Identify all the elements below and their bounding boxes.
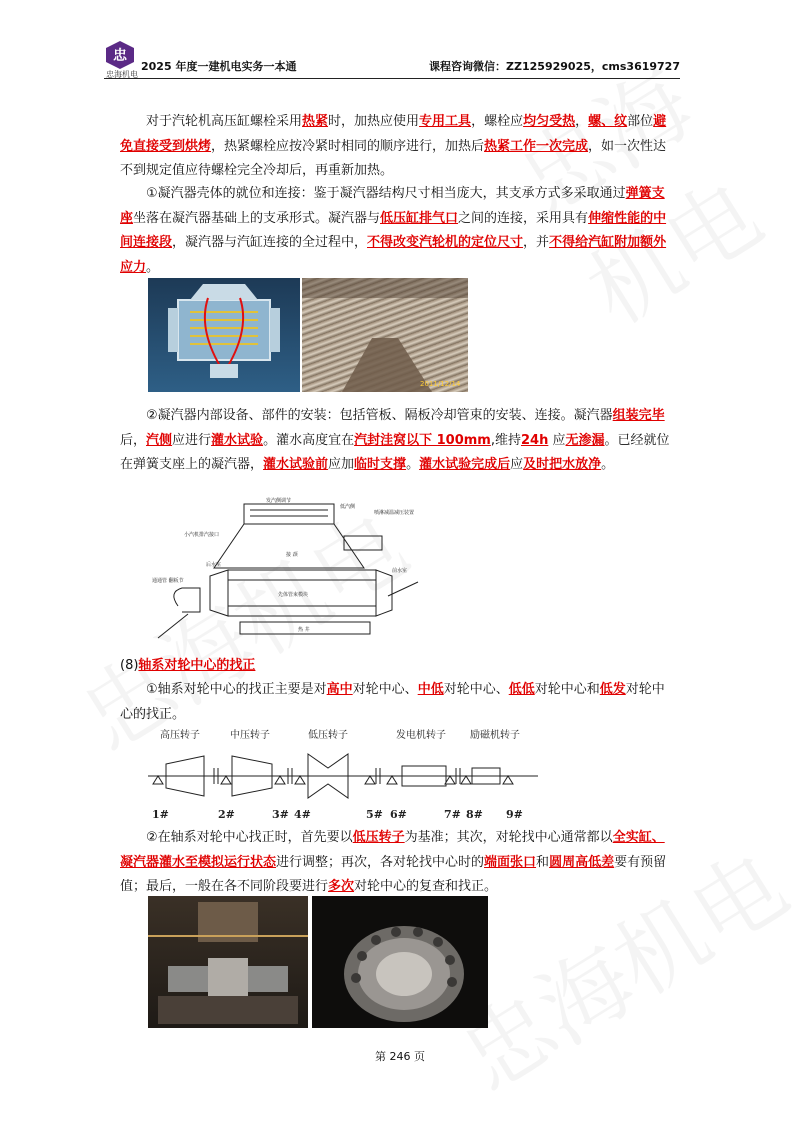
rotor-label: 低压转子 <box>308 730 348 741</box>
header-contact: 课程咨询微信：ZZ125929025，cms3619727 <box>429 60 680 73</box>
bearing-label: 6# <box>390 808 407 821</box>
page-header <box>104 40 680 79</box>
condenser-tubes-photo <box>302 278 468 392</box>
bearing-label: 8# <box>466 808 483 821</box>
page-number: 第 246 页 <box>375 1050 425 1063</box>
bearing-label: 3# <box>272 808 289 821</box>
logo <box>104 40 136 70</box>
diagram-label: 接 颈 <box>286 552 298 558</box>
diagram-label: 先体管束模块 <box>278 592 309 598</box>
bearing-label: 2# <box>218 808 235 821</box>
bearing-label: 1# <box>152 808 169 821</box>
logo-text: 忠海机电 <box>106 70 138 79</box>
paragraph-bolt-heating: 对于汽轮机高压缸螺栓采用热紧时，加热应使用专用工具，螺栓应均匀受热，螺、纹部位避免直接受到烘烤，热紧螺栓应按冷紧时相同的顺序进行，加热后热紧工作一次完成，如一次性达不到规定值应待螺栓完全冷却后，再重新加热。 <box>120 114 667 178</box>
rotor-label: 中压转子 <box>230 730 270 741</box>
paragraph-condenser-internal: ②凝汽器内部设备、部件的安装：包括管板、隔板冷却管束的安装、连接。凝汽器组装完毕后，汽侧应进行灌水试验。灌水高度宜在汽封洼窝以下 100mm,维持24h 应无渗漏。已经就位在弹簧支座上的凝汽器，灌水试验前应加临时支撑。灌水试验完成后应及时把水放净。 <box>120 408 670 472</box>
coupling-bolts-photo <box>312 896 488 1028</box>
bearing-label: 5# <box>366 808 383 821</box>
rotor-label: 发电机转子 <box>396 730 446 741</box>
diagram-label: 热 井 <box>298 627 310 633</box>
photo-date: 2011/12/14 <box>420 380 461 388</box>
bearing-label: 7# <box>444 808 461 821</box>
paragraph-alignment-method: ②在轴系对轮中心找正时，首先要以低压转子为基准；其次，对轮找中心通常都以全实缸、凝汽器灌水至模拟运行状态进行调整；再次，各对轮找中心时的端面张口和圆周高低差要有预留值；最后，一般在各不同阶段要进行多次对轮中心的复查和找正。 <box>120 830 667 894</box>
rotor-label: 高压转子 <box>160 730 200 741</box>
rotor-label: 励磁机转子 <box>470 730 520 741</box>
bearing-label: 9# <box>506 808 523 821</box>
condenser-3d-image <box>148 278 300 392</box>
diagram-label: 后水室 <box>206 562 222 568</box>
coupling-alignment-photo <box>148 896 308 1028</box>
paragraph-alignment-scope: ①轴系对轮中心的找正主要是对高中对轮中心、中低对轮中心、低低对轮中心和低发对轮中心的找正。 <box>120 682 665 722</box>
svg-text:忠: 忠 <box>113 48 127 64</box>
rotor-shaft-diagram <box>148 724 538 822</box>
diagram-label: 通通管 翻板节 <box>152 578 184 584</box>
diagram-label: 低汽侧 <box>340 504 356 510</box>
diagram-label: 前水室 <box>392 568 408 574</box>
diagram-label: 发汽侧调节 <box>266 498 292 504</box>
diagram-label: 喷淋减温减压装置 <box>374 510 415 516</box>
bearing-label: 4# <box>294 808 311 821</box>
diagram-label: 小汽机排汽接口 <box>184 532 220 538</box>
condenser-diagram <box>148 496 426 648</box>
section-heading: (8)轴系对轮中心的找正 <box>120 658 256 673</box>
paragraph-condenser-shell: ①凝汽器壳体的就位和连接：鉴于凝汽器结构尺寸相当庞大，其支承方式多采取通过弹簧支座坐落在凝汽器基础上的支承形式。凝汽器与低压缸排气口之间的连接，采用具有伸缩性能的中间连接段，凝汽器与汽缸连接的全过程中，不得改变汽轮机的定位尺寸，并不得给汽缸附加额外应力。 <box>120 186 667 275</box>
header-title: 2025 年度一建机电实务一本通 <box>141 60 297 73</box>
